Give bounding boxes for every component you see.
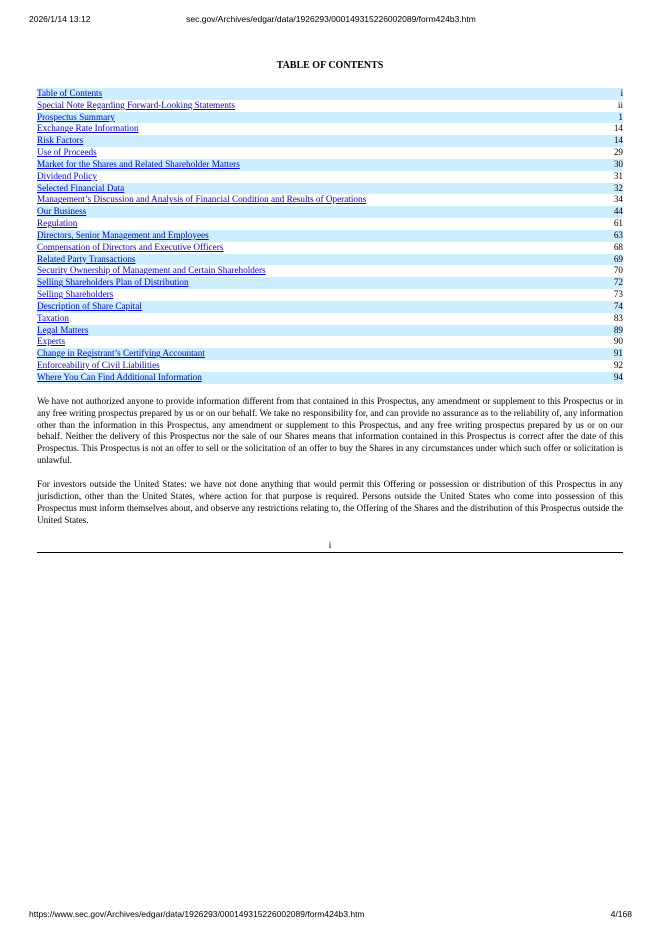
- toc-entry-cell: [37, 372, 563, 384]
- toc-page-number: 29: [613, 147, 623, 158]
- toc-page-number: 32: [563, 183, 623, 195]
- toc-page-number: 89: [563, 325, 623, 337]
- toc-entry-link[interactable]: Enforceability of Civil Liabilities: [37, 360, 160, 371]
- toc-entry-cell: [37, 301, 563, 313]
- toc-row: [37, 313, 623, 325]
- toc-table: [37, 88, 623, 384]
- toc-page-number: 34: [613, 194, 623, 205]
- toc-entry-link[interactable]: Description of Share Capital: [37, 300, 142, 311]
- toc-entry-link[interactable]: Market for the Shares and Related Shareholder Matters: [37, 158, 240, 169]
- toc-entry-cell: [37, 159, 563, 171]
- toc-row: [37, 88, 623, 100]
- print-footer-url: https://www.sec.gov/Archives/edgar/data/1926293/000149315226002089/form424b3.htm: [29, 909, 365, 919]
- toc-page-number: 69: [563, 254, 623, 266]
- toc-row: [37, 100, 623, 112]
- toc-row: [37, 242, 623, 254]
- toc-page-number: 92: [613, 360, 623, 371]
- toc-entry-link[interactable]: Risk Factors: [37, 135, 84, 146]
- toc-entry-cell: [37, 313, 563, 325]
- toc-page-number: 44: [563, 206, 623, 218]
- toc-page-number: 63: [563, 230, 623, 242]
- toc-page-number: 14: [613, 123, 623, 134]
- toc-page-number: 91: [563, 348, 623, 360]
- print-page-count: 4/168: [610, 909, 632, 919]
- toc-row: [37, 360, 623, 372]
- toc-page-number: 68: [613, 241, 623, 252]
- toc-entry-cell: [37, 348, 563, 360]
- toc-entry-link[interactable]: Use of Proceeds: [37, 147, 97, 158]
- toc-row: [37, 218, 623, 230]
- toc-entry-link[interactable]: Our Business: [37, 206, 87, 217]
- toc-page-number: 31: [613, 170, 623, 181]
- toc-entry-link[interactable]: Directors, Senior Management and Employees: [37, 229, 209, 240]
- toc-page-number: 72: [563, 277, 623, 289]
- toc-entry-cell: [37, 100, 563, 112]
- toc-row: [37, 265, 623, 277]
- toc-entry-cell: [37, 336, 563, 348]
- toc-page-number: 94: [563, 372, 623, 384]
- toc-entry-link[interactable]: Compensation of Directors and Executive Officers: [37, 241, 224, 252]
- toc-entry-link[interactable]: Special Note Regarding Forward-Looking Statements: [37, 99, 235, 110]
- toc-entry-cell: [37, 112, 563, 124]
- toc-title: TABLE OF CONTENTS: [276, 60, 384, 71]
- toc-entry-cell: [37, 123, 563, 135]
- toc-page-number: 1: [563, 112, 623, 124]
- toc-entry-cell: [37, 277, 563, 289]
- toc-page-number: 14: [563, 135, 623, 147]
- toc-row: [37, 123, 623, 135]
- toc-row: [37, 194, 623, 206]
- toc-row: [37, 147, 623, 159]
- toc-entry-cell: [37, 360, 563, 372]
- toc-entry-cell: [37, 254, 563, 266]
- toc-entry-cell: [37, 88, 563, 100]
- toc-entry-cell: [37, 171, 563, 183]
- toc-entry-cell: [37, 183, 563, 195]
- toc-entry-link[interactable]: Related Party Transactions: [37, 253, 136, 264]
- toc-entry-link[interactable]: Prospectus Summary: [37, 111, 115, 122]
- toc-entry-link[interactable]: Legal Matters: [37, 324, 89, 335]
- toc-page-number: 90: [613, 336, 623, 347]
- toc-page-number: i: [563, 88, 623, 100]
- toc-entry-cell: [37, 265, 563, 277]
- toc-entry-cell: [37, 147, 563, 159]
- toc-entry-cell: [37, 194, 563, 206]
- toc-entry-link[interactable]: Dividend Policy: [37, 170, 97, 181]
- toc-row: [37, 301, 623, 313]
- toc-row: [37, 254, 623, 266]
- toc-entry-link[interactable]: Experts: [37, 336, 66, 347]
- toc-entry-cell: [37, 242, 563, 254]
- toc-entry-link[interactable]: Change in Registrant’s Certifying Accountant: [37, 348, 205, 359]
- toc-page-number: 30: [563, 159, 623, 171]
- toc-entry-link[interactable]: Management’s Discussion and Analysis of Financial Condition and Results of Operations: [37, 194, 367, 205]
- toc-page-number: ii: [617, 99, 623, 110]
- toc-row: [37, 230, 623, 242]
- toc-row: [37, 135, 623, 147]
- toc-row: [37, 159, 623, 171]
- paragraph-foreign-investors: For investors outside the United States: we have not done anything that would permit this Offering or possession or distribution of this Prospectus in any jurisdiction, other than the United States, where action for that purpose is required. Persons outside the United States who come into possession of this Prospectus must inform themselves about, and observe any restrictions relating to, the Offering of the Shares and the distribution of this Prospectus outside the United States.: [37, 479, 623, 525]
- toc-row: [37, 112, 623, 124]
- toc-entry-link[interactable]: Security Ownership of Management and Certain Shareholders: [37, 265, 266, 276]
- toc-page-number: 73: [613, 289, 623, 300]
- toc-row: [37, 348, 623, 360]
- toc-page-number: 74: [563, 301, 623, 313]
- toc-row: [37, 206, 623, 218]
- toc-entry-cell: [37, 325, 563, 337]
- toc-page-number: 70: [613, 265, 623, 276]
- toc-entry-link[interactable]: Where You Can Find Additional Information: [37, 371, 202, 382]
- toc-entry-link[interactable]: Table of Contents: [37, 88, 103, 98]
- toc-entry-cell: [37, 289, 563, 301]
- toc-row: [37, 372, 623, 384]
- page-number: i: [328, 539, 332, 550]
- toc-entry-cell: [37, 218, 563, 230]
- toc-entry-link[interactable]: Selected Financial Data: [37, 182, 125, 193]
- toc-page-number: 61: [613, 218, 623, 229]
- toc-entry-link[interactable]: Taxation: [37, 312, 70, 323]
- toc-entry-cell: [37, 230, 563, 242]
- paragraph-authorization: We have not authorized anyone to provide information different from that contained in this Prospectus, any amendment or supplement to this Prospectus or in any free writing prospectus prepared by us or on our behalf. We take no responsibility for, and can provide no assurance as to the reliability of, any information other than the information in this Prospectus, any amendment or supplement to this Prospectus, and any free writing prospectus prepared by us or on our behalf. Neither the delivery of this Prospectus nor the sale of our Shares means that information contained in this Prospectus is correct after the date of this Prospectus. This Prospectus is not an offer to sell or the solicitation of an offer to buy the Shares in any circumstances under which such offer or solicitation is unlawful.: [37, 395, 623, 466]
- toc-entry-link[interactable]: Exchange Rate Information: [37, 123, 139, 134]
- toc-row: [37, 289, 623, 301]
- toc-row: [37, 277, 623, 289]
- toc-entry-link[interactable]: Selling Shareholders: [37, 289, 114, 300]
- document-page: [37, 60, 623, 553]
- toc-row: [37, 171, 623, 183]
- toc-page-number: 83: [613, 312, 623, 323]
- toc-entry-cell: [37, 206, 563, 218]
- toc-entry-link[interactable]: Selling Shareholders Plan of Distribution: [37, 277, 189, 288]
- print-url: sec.gov/Archives/edgar/data/1926293/000149315226002089/form424b3.htm: [186, 14, 476, 24]
- toc-row: [37, 325, 623, 337]
- toc-entry-cell: [37, 135, 563, 147]
- toc-row: [37, 336, 623, 348]
- toc-row: [37, 183, 623, 195]
- page-divider: [37, 552, 623, 553]
- print-datetime: 2026/1/14 13:12: [29, 14, 91, 24]
- toc-entry-link[interactable]: Regulation: [37, 218, 78, 229]
